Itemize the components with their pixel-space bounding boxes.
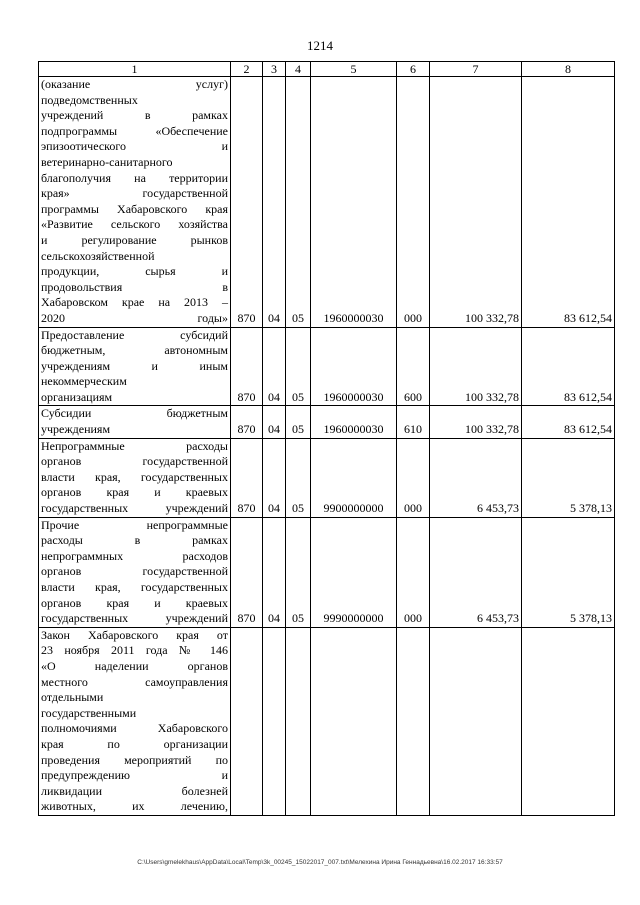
header-col-5: 5 — [311, 62, 397, 77]
description-line: власти края, государственных — [41, 580, 228, 594]
description-line: учреждениям и иным — [41, 358, 228, 373]
row-description — [39, 517, 231, 627]
cell-vr: 000 — [397, 517, 430, 627]
table-row — [39, 627, 615, 815]
cell-amount-2018: 5 378,13 — [522, 517, 615, 627]
description-line: государственными — [41, 705, 137, 720]
description-line: Хабаровском крае на 2013 – — [41, 295, 228, 310]
header-col-2: 2 — [231, 62, 263, 77]
cell-amount-2018: 83 612,54 — [522, 77, 615, 328]
cell-ved: 870 — [231, 517, 263, 627]
cell-amount-2017: 100 332,78 — [430, 327, 522, 406]
cell-amount-2017 — [430, 627, 522, 815]
cell-csr: 1960000030 — [311, 327, 397, 406]
cell-amount-2018: 83 612,54 — [522, 327, 615, 406]
description-line: организациям — [41, 389, 113, 404]
cell-vr: 610 — [397, 406, 430, 438]
cell-pr — [286, 627, 311, 815]
table-row — [39, 327, 615, 406]
cell-rz: 04 — [263, 517, 286, 627]
description-line: продовольствия в — [41, 279, 228, 294]
header-col-1: 1 — [39, 62, 231, 77]
row-description — [39, 627, 231, 815]
description-line: непрограммных расходов — [41, 548, 228, 563]
description-line: государственных учреждений — [41, 501, 228, 516]
description-line: Закон Хабаровского края от — [41, 627, 228, 642]
budget-table — [38, 61, 615, 816]
cell-rz: 04 — [263, 406, 286, 438]
cell-rz: 04 — [263, 77, 286, 328]
table-row — [39, 438, 615, 517]
table-row — [39, 406, 615, 438]
cell-vr: 000 — [397, 438, 430, 517]
description-line: предупреждению и — [41, 768, 228, 783]
description-line: расходы в рамках — [41, 533, 228, 548]
header-col-7: 7 — [430, 62, 522, 77]
cell-csr: 1960000030 — [311, 77, 397, 328]
description-line: края» государственной — [41, 186, 228, 201]
description-line: некоммерческим — [41, 374, 127, 389]
description-line: сельскохозяйственной — [41, 248, 155, 263]
row-description — [39, 406, 231, 438]
cell-vr: 000 — [397, 77, 430, 328]
page-number: 1214 — [307, 38, 333, 53]
description-line: и регулирование рынков — [41, 232, 228, 247]
header-col-4: 4 — [286, 62, 311, 77]
description-line: отдельными — [41, 690, 104, 705]
description-line: «Развитие сельского хозяйства — [41, 217, 228, 232]
table-row — [39, 77, 615, 328]
description-line: 23 ноября 2011 года № 146 — [41, 643, 228, 658]
description-line: Субсидии бюджетным — [41, 406, 228, 421]
description-line: Прочие непрограммные — [41, 517, 228, 532]
cell-csr: 1960000030 — [311, 406, 397, 438]
cell-csr: 9990000000 — [311, 517, 397, 627]
cell-rz: 04 — [263, 327, 286, 406]
cell-pr: 05 — [286, 406, 311, 438]
cell-amount-2017: 6 453,73 — [430, 438, 522, 517]
cell-pr: 05 — [286, 438, 311, 517]
description-line: бюджетным, автономным — [41, 343, 228, 358]
row-description — [39, 327, 231, 406]
description-line: края по организации — [41, 736, 228, 751]
cell-ved: 870 — [231, 77, 263, 328]
description-line: Непрограммные расходы — [41, 438, 228, 453]
description-line: полномочиями Хабаровского — [41, 721, 228, 736]
cell-ved — [231, 627, 263, 815]
description-line: ветеринарно-санитарного — [41, 154, 173, 169]
description-line: продукции, сырья и — [41, 264, 228, 279]
description-line: благополучия на территории — [41, 170, 228, 185]
description-line: органов государственной — [41, 454, 228, 469]
description-line: органов государственной — [41, 564, 228, 579]
cell-amount-2017: 100 332,78 — [430, 406, 522, 438]
row-description — [39, 438, 231, 517]
description-line: власти края, государственных — [41, 469, 228, 484]
table-row — [39, 517, 615, 627]
description-line: программы Хабаровского края — [41, 201, 228, 216]
header-col-3: 3 — [263, 62, 286, 77]
cell-csr: 9900000000 — [311, 438, 397, 517]
description-line: ликвидации болезней — [41, 783, 228, 798]
row-description — [39, 77, 231, 328]
cell-pr: 05 — [286, 517, 311, 627]
header-col-8: 8 — [522, 62, 615, 77]
cell-pr: 05 — [286, 327, 311, 406]
cell-amount-2017: 100 332,78 — [430, 77, 522, 328]
cell-pr: 05 — [286, 77, 311, 328]
description-line: учреждений в рамках — [41, 108, 228, 123]
header-col-6: 6 — [397, 62, 430, 77]
description-line: органов края и краевых — [41, 485, 228, 500]
cell-vr: 600 — [397, 327, 430, 406]
description-line: учреждениям — [41, 422, 111, 437]
cell-rz: 04 — [263, 438, 286, 517]
description-line: Предоставление субсидий — [41, 327, 228, 342]
description-line: государственных учреждений — [41, 611, 228, 626]
description-line: эпизоотического и — [41, 139, 228, 154]
cell-ved: 870 — [231, 327, 263, 406]
cell-ved: 870 — [231, 438, 263, 517]
cell-amount-2018: 83 612,54 — [522, 406, 615, 438]
cell-amount-2018: 5 378,13 — [522, 438, 615, 517]
description-line: местного самоуправления — [41, 674, 228, 689]
description-line: животных, их лечению, — [41, 799, 228, 814]
cell-amount-2017: 6 453,73 — [430, 517, 522, 627]
cell-ved: 870 — [231, 406, 263, 438]
cell-amount-2018 — [522, 627, 615, 815]
cell-csr — [311, 627, 397, 815]
description-line: 2020 годы» — [41, 310, 228, 325]
description-line: проведения мероприятий по — [41, 752, 228, 767]
cell-rz — [263, 627, 286, 815]
description-line: «О наделении органов — [41, 658, 228, 673]
file-path-footer: C:\Users\gmelekhaus\AppData\Local\Temp\3k_00245_15022017_007.txt\Мелехина Ирина Геннадьевна\16.02.2017 16:33:57 — [137, 859, 503, 866]
header-row — [39, 62, 615, 77]
description-line: (оказание услуг) — [41, 77, 228, 91]
description-line: подведомственных — [41, 92, 138, 107]
cell-vr — [397, 627, 430, 815]
description-line: органов края и краевых — [41, 595, 228, 610]
description-line: подпрограммы «Обеспечение — [41, 123, 228, 138]
